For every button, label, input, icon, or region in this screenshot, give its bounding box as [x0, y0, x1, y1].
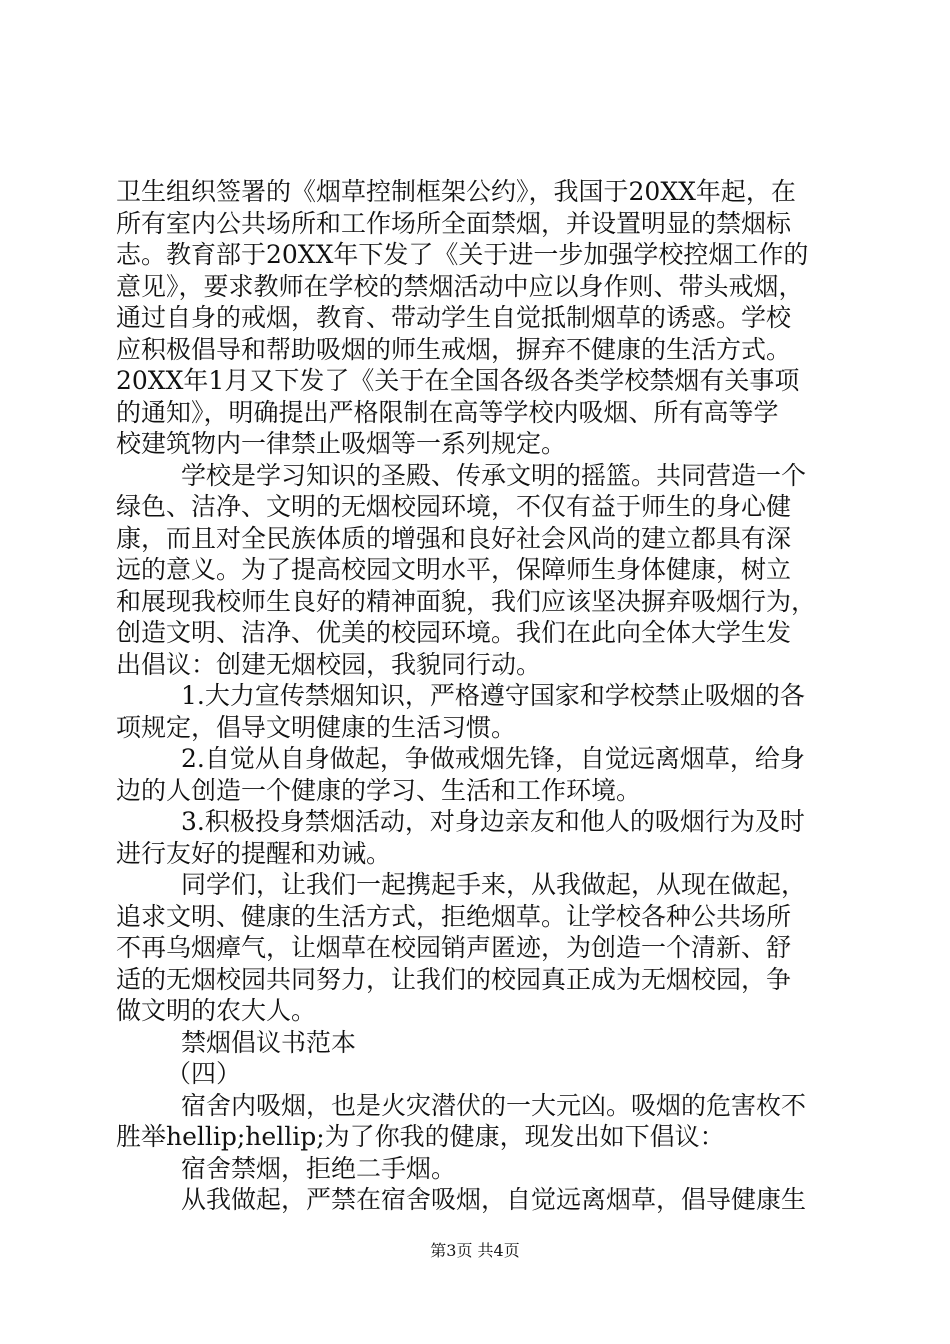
text-line: 适的无烟校园共同努力，让我们的校园真正成为无烟校园，争 [116, 965, 792, 994]
text-line: 从我做起，严禁在宿舍吸烟，自觉远离烟草，倡导健康生 [181, 1185, 807, 1214]
text-line: 意见》，要求教师在学校的禁烟活动中应以身作则、带头戒烟， [116, 272, 804, 301]
text-line: 20XX年1月又下发了《关于在全国各级各类学校禁烟有关事项 [116, 366, 800, 395]
text-line: 所有室内公共场所和工作场所全面禁烟，并设置明显的禁烟标 [116, 209, 792, 238]
text-line: 宿舍禁烟，拒绝二手烟。 [181, 1154, 457, 1183]
text-line: 边的人创造一个健康的学习、生活和工作环境。 [116, 776, 642, 805]
text-line: 绿色、洁净、文明的无烟校园环境，不仅有益于师生的身心健 [116, 492, 792, 521]
text-line: 和展现我校师生良好的精神面貌，我们应该坚决摒弃吸烟行为， [116, 587, 817, 616]
list-item: 3.积极投身禁烟活动，对身边亲友和他人的吸烟行为及时 [181, 807, 805, 836]
text-line: 校建筑物内一律禁止吸烟等一系列规定。 [116, 429, 567, 458]
text-line: 远的意义。为了提高校园文明水平，保障师生身体健康，树立 [116, 555, 792, 584]
page-footer: 第3页 共4页 [430, 1241, 520, 1260]
text-line: 同学们，让我们一起携起手来，从我做起，从现在做起， [181, 870, 807, 899]
text-line: 康，而且对全民族体质的增强和良好社会风尚的建立都具有深 [116, 524, 792, 553]
text-line: 创造文明、洁净、优美的校园环境。我们在此向全体大学生发 [116, 618, 792, 647]
text-line: 的通知》，明确提出严格限制在高等学校内吸烟、所有高等学 [116, 398, 779, 427]
list-item: 1.大力宣传禁烟知识，严格遵守国家和学校禁止吸烟的各 [181, 681, 805, 710]
text-line: 追求文明、健康的生活方式，拒绝烟草。让学校各种公共场所 [116, 902, 792, 931]
text-line: 学校是学习知识的圣殿、传承文明的摇篮。共同营造一个 [181, 461, 807, 490]
text-line: 出倡议：创建无烟校园，我貌同行动。 [116, 650, 542, 679]
text-line: 胜举hellip;hellip;为了你我的健康，现发出如下倡议： [116, 1122, 725, 1151]
text-line: 宿舍内吸烟，也是火灾潜伏的一大元凶。吸烟的危害枚不 [181, 1091, 807, 1120]
text-line: 通过自身的戒烟，教育、带动学生自觉抵制烟草的诱惑。学校 [116, 303, 792, 332]
section-number: （四） [166, 1059, 242, 1088]
text-line: 应积极倡导和帮助吸烟的师生戒烟，摒弃不健康的生活方式。 [116, 335, 792, 364]
text-line: 不再乌烟瘴气，让烟草在校园销声匿迹，为创造一个清新、舒 [116, 933, 792, 962]
text-line: 项规定，倡导文明健康的生活习惯。 [116, 713, 517, 742]
text-line: 做文明的农大人。 [116, 996, 317, 1025]
list-item: 2.自觉从自身做起，争做戒烟先锋，自觉远离烟草，给身 [181, 744, 805, 773]
text-line: 进行友好的提醒和劝诫。 [116, 839, 392, 868]
text-line: 卫生组织签署的《烟草控制框架公约》，我国于20XX年起，在 [116, 177, 796, 206]
text-line: 志。教育部于20XX年下发了《关于进一步加强学校控烟工作的 [116, 240, 809, 269]
section-heading: 禁烟倡议书范本 [181, 1028, 357, 1057]
